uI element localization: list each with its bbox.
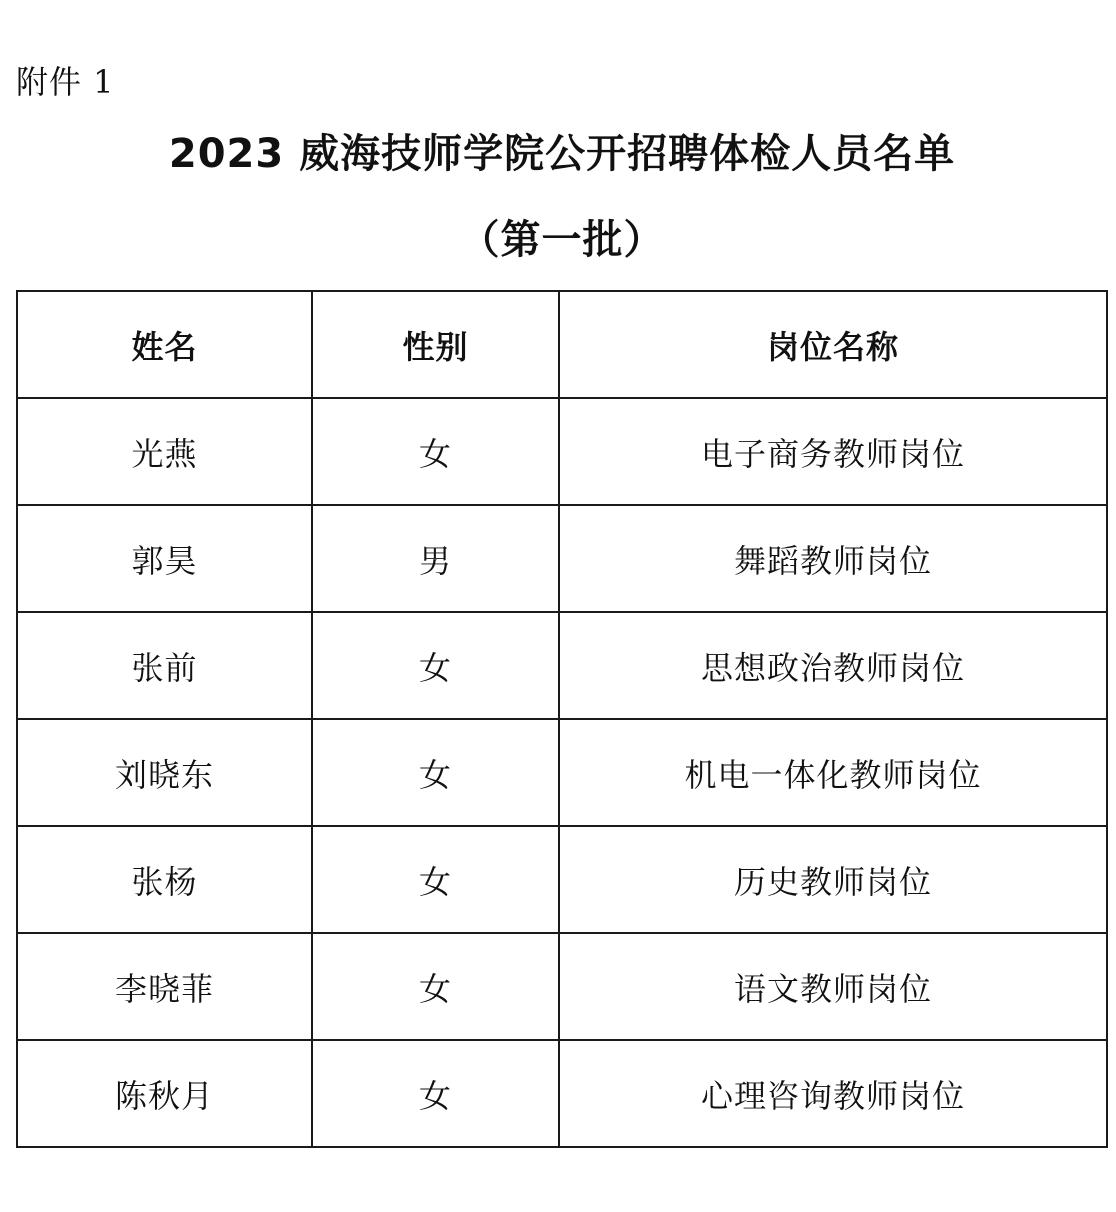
cell-gender: 女 <box>312 719 559 826</box>
personnel-table <box>16 290 1108 1148</box>
table-row <box>17 826 1107 933</box>
cell-gender: 女 <box>312 612 559 719</box>
cell-gender: 男 <box>312 505 559 612</box>
cell-post: 舞蹈教师岗位 <box>559 505 1107 612</box>
table-row <box>17 612 1107 719</box>
cell-name: 郭昊 <box>17 505 312 612</box>
cell-gender: 女 <box>312 398 559 505</box>
cell-post: 历史教师岗位 <box>559 826 1107 933</box>
cell-post: 电子商务教师岗位 <box>559 398 1107 505</box>
table-row <box>17 1040 1107 1147</box>
header-name: 姓名 <box>17 291 312 398</box>
table-row <box>17 398 1107 505</box>
cell-name: 陈秋月 <box>17 1040 312 1147</box>
header-gender: 性别 <box>312 291 559 398</box>
document-title: 2023 威海技师学院公开招聘体检人员名单 <box>168 131 956 177</box>
cell-post: 语文教师岗位 <box>559 933 1107 1040</box>
cell-gender: 女 <box>312 826 559 933</box>
cell-post: 机电一体化教师岗位 <box>559 719 1107 826</box>
header-post: 岗位名称 <box>559 291 1107 398</box>
cell-name: 张杨 <box>17 826 312 933</box>
cell-gender: 女 <box>312 1040 559 1147</box>
cell-post: 思想政治教师岗位 <box>559 612 1107 719</box>
cell-name: 刘晓东 <box>17 719 312 826</box>
cell-post: 心理咨询教师岗位 <box>559 1040 1107 1147</box>
cell-name: 张前 <box>17 612 312 719</box>
table-row <box>17 719 1107 826</box>
cell-name: 李晓菲 <box>17 933 312 1040</box>
table-row <box>17 505 1107 612</box>
attachment-label: 附件 1 <box>16 63 115 101</box>
cell-gender: 女 <box>312 933 559 1040</box>
cell-name: 光燕 <box>17 398 312 505</box>
table-row <box>17 933 1107 1040</box>
table-header-row <box>17 291 1107 398</box>
document-subtitle: （第一批） <box>459 217 665 263</box>
